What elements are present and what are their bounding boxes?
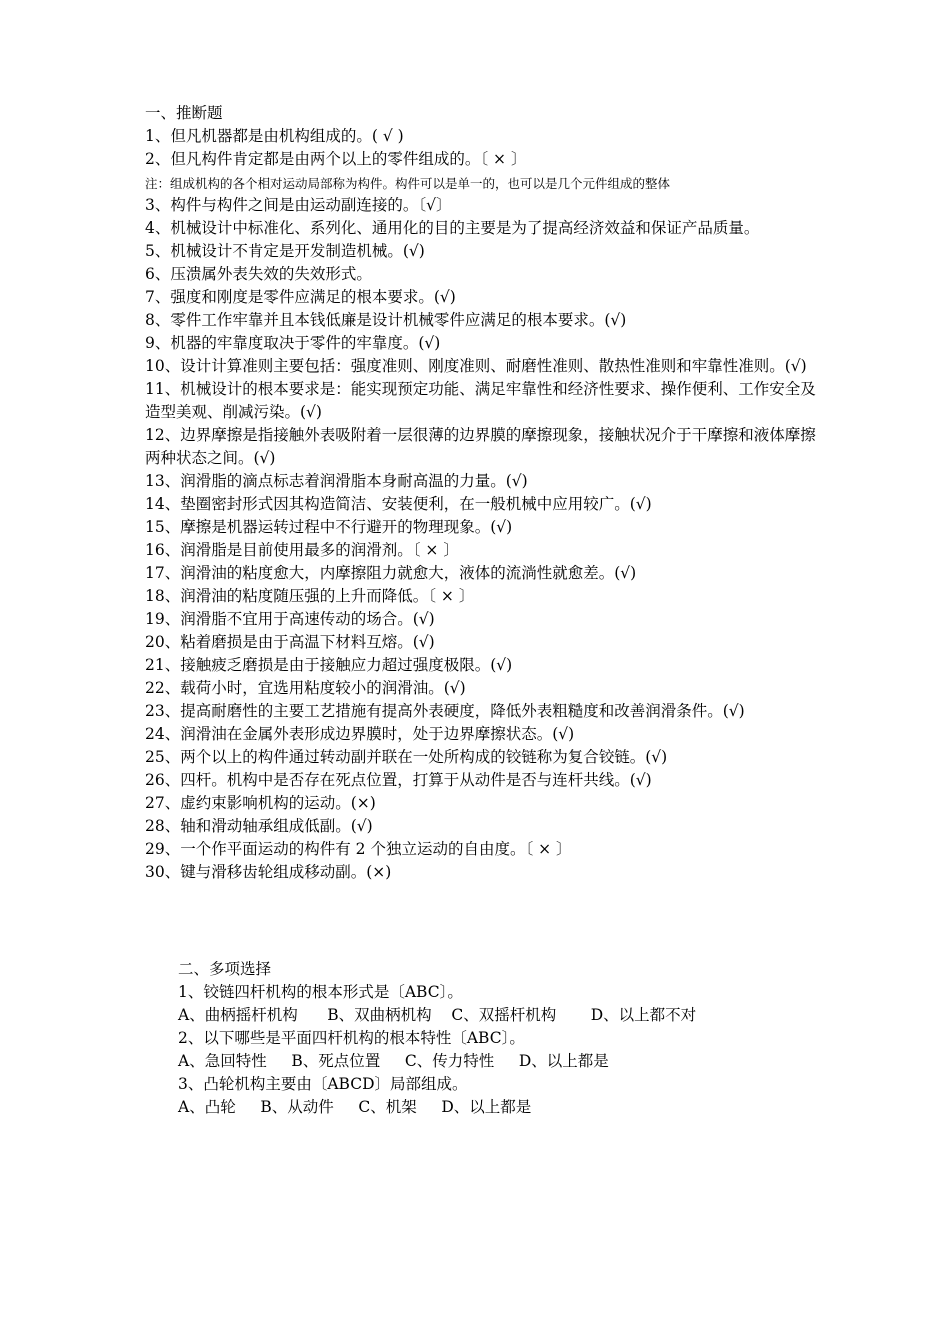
question-item: 17、润滑油的粘度愈大，内摩擦阻力就愈大，液体的流淌性就愈差。(√) [145,564,637,582]
question-item: 30、键与滑移齿轮组成移动副。(×) [145,863,392,881]
question-item: 15、摩擦是机器运转过程中不行避开的物理现象。(√) [145,518,513,536]
question-item: 21、接触疲乏磨损是由于接触应力超过强度极限。(√) [145,656,513,674]
question-item: 1、铰链四杆机构的根本形式是〔ABC〕。 [178,983,463,1001]
question-item: 6、压溃属外表失效的失效形式。 [145,265,372,283]
question-item: 16、润滑脂是目前使用最多的润滑剂。〔 × 〕 [145,541,459,559]
section-heading: 二、多项选择 [178,960,272,978]
section-heading: 一、推断题 [145,104,223,122]
question-item: 28、轴和滑动轴承组成低副。(√) [145,817,373,835]
multiple-choice-section [178,958,818,1119]
question-item: 10、设计计算准则主要包括：强度准则、刚度准则、耐磨性准则、散热性准则和牢靠性准则。(√) [145,357,807,375]
true-false-section [145,102,825,884]
answer-options: A、曲柄摇杆机构 B、双曲柄机构 C、双摇杆机构 D、以上都不对 [178,1006,697,1024]
question-item: 18、润滑油的粘度随压强的上升而降低。〔 × 〕 [145,587,475,605]
question-item: 27、虚约束影响机构的运动。(×) [145,794,376,812]
question-item: 29、一个作平面运动的构件有 2 个独立运动的自由度。〔 × 〕 [145,840,572,858]
question-item: 13、润滑脂的滴点标志着润滑脂本身耐高温的力量。(√) [145,472,528,490]
question-item: 24、润滑油在金属外表形成边界膜时，处于边界摩擦状态。(√) [145,725,575,743]
question-item: 23、提高耐磨性的主要工艺措施有提高外表硬度，降低外表粗糙度和改善润滑条件。(√) [145,702,745,720]
question-item: 14、垫圈密封形式因其构造简洁、安装便利，在一般机械中应用较广。(√) [145,495,652,513]
question-item: 19、润滑脂不宜用于高速传动的场合。(√) [145,610,435,628]
question-item: 2、但凡构件肯定都是由两个以上的零件组成的。〔 × 〕 [145,150,527,168]
question-item: 3、构件与构件之间是由运动副连接的。〔√〕 [145,196,452,214]
answer-options: A、凸轮 B、从动件 C、机架 D、以上都是 [178,1098,532,1116]
question-item: 9、机器的牢靠度取决于零件的牢靠度。(√) [145,334,441,352]
answer-options: A、急回特性 B、死点位置 C、传力特性 D、以上都是 [178,1052,609,1070]
question-item: 20、粘着磨损是由于高温下材料互熔。(√) [145,633,435,651]
question-item: 4、机械设计中标准化、系列化、通用化的目的主要是为了提高经济效益和保证产品质量。 [145,219,760,237]
question-item: 3、凸轮机构主要由〔ABCD〕局部组成。 [178,1075,468,1093]
question-item: 12、边界摩擦是指接触外表吸附着一层很薄的边界膜的摩擦现象，接触状况介于干摩擦和液体摩擦两种状态之间。(√) [145,426,816,467]
question-item: 1、但凡机器都是由机构组成的。( √ ) [145,127,404,145]
question-item: 8、零件工作牢靠并且本钱低廉是设计机械零件应满足的根本要求。(√) [145,311,627,329]
question-item: 5、机械设计不肯定是开发制造机械。(√) [145,242,425,260]
question-item: 25、两个以上的构件通过转动副并联在一处所构成的铰链称为复合铰链。(√) [145,748,668,766]
question-note: 注：组成机构的各个相对运动局部称为构件。构件可以是单一的，也可以是几个元件组成的整体 [145,176,671,191]
question-item: 7、强度和刚度是零件应满足的根本要求。(√) [145,288,456,306]
question-item: 11、机械设计的根本要求是：能实现预定功能、满足牢靠性和经济性要求、操作便利、工作安全及造型美观、削减污染。(√) [145,380,816,421]
question-item: 22、载荷小时，宜选用粘度较小的润滑油。(√) [145,679,466,697]
question-item: 2、以下哪些是平面四杆机构的根本特性〔ABC〕。 [178,1029,525,1047]
question-item: 26、四杆。机构中是否存在死点位置，打算于从动件是否与连杆共线。(√) [145,771,652,789]
